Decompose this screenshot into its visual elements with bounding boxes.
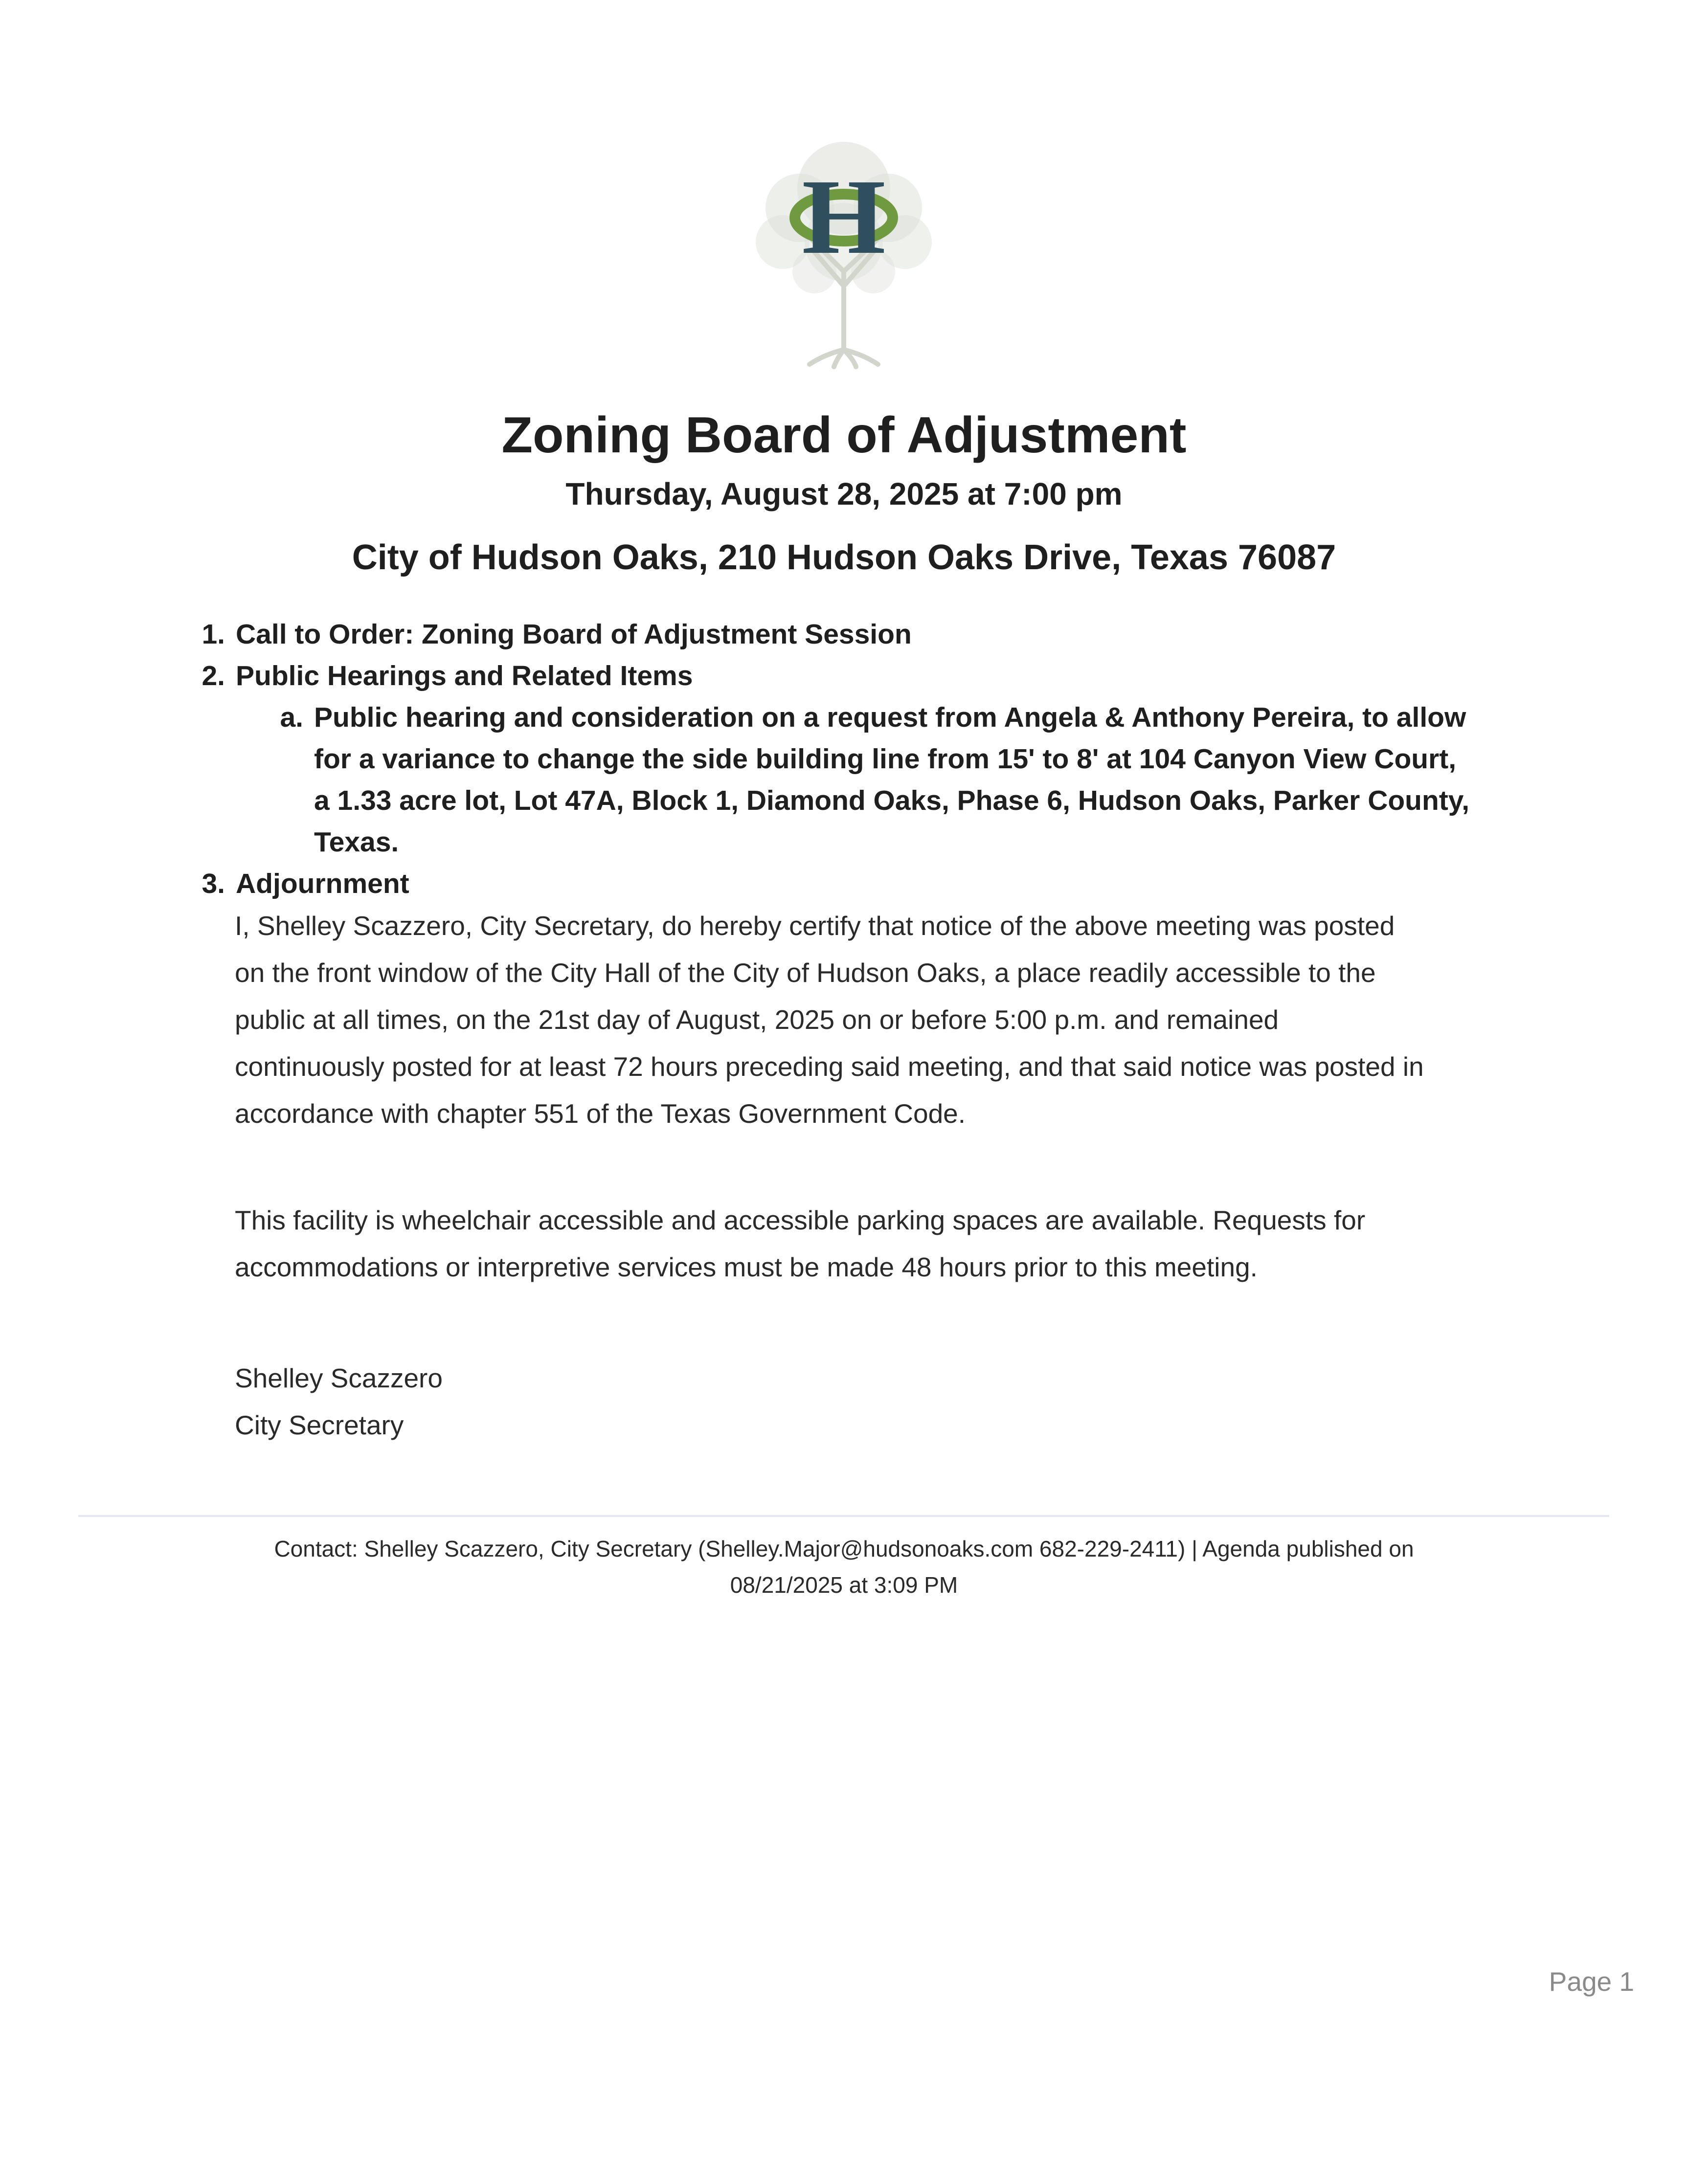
agenda-sub-item-text: [314, 697, 1469, 863]
certification-line: accordance with chapter 551 of the Texas Government Code.: [235, 1098, 966, 1129]
signature-name: Shelley Scazzero: [235, 1363, 443, 1393]
agenda-item-text: Call to Order: Zoning Board of Adjustment Session: [236, 619, 912, 650]
sub-item-line: Texas.: [314, 826, 399, 858]
sub-item-line: for a variance to change the side building line from 15' to 8' at 104 Canyon View Court,: [314, 743, 1457, 775]
agenda-item-number: 3.: [202, 868, 225, 899]
agenda-item-text: Adjournment: [236, 868, 409, 899]
sub-item-line: a 1.33 acre lot, Lot 47A, Block 1, Diamond Oaks, Phase 6, Hudson Oaks, Parker County,: [314, 785, 1470, 816]
agenda-item-number: 1.: [202, 619, 225, 650]
footer-line: Contact: Shelley Scazzero, City Secretary (Shelley.Major@hudsonoaks.com 682-229-2411) | Agenda published on: [274, 1536, 1414, 1561]
certification-paragraph: [235, 902, 1424, 1137]
footer-divider: [78, 1515, 1609, 1517]
page-number: Page 1: [1549, 1966, 1634, 1997]
letter-h-icon: H: [802, 157, 886, 276]
page-title: Zoning Board of Adjustment: [501, 407, 1187, 464]
footer-contact: [0, 1531, 1688, 1603]
hudson-oaks-logo: [736, 125, 951, 369]
signature-title: City Secretary: [235, 1410, 404, 1440]
accessibility-line: This facility is wheelchair accessible and accessible parking spaces are available. Requests for: [235, 1205, 1366, 1235]
accessibility-paragraph: [235, 1197, 1365, 1291]
certification-line: I, Shelley Scazzero, City Secretary, do hereby certify that notice of the above meeting was posted: [235, 911, 1395, 941]
meeting-location: City of Hudson Oaks, 210 Hudson Oaks Drive, Texas 76087: [352, 538, 1336, 577]
certification-line: continuously posted for at least 72 hours preceding said meeting, and that said notice was posted in: [235, 1051, 1424, 1082]
footer-line: 08/21/2025 at 3:09 PM: [730, 1572, 958, 1598]
signature-block: [235, 1355, 443, 1449]
certification-line: public at all times, on the 21st day of August, 2025 on or before 5:00 p.m. and remained: [235, 1004, 1279, 1035]
agenda-item-text: Public Hearings and Related Items: [236, 660, 693, 691]
sub-item-line: Public hearing and consideration on a request from Angela & Anthony Pereira, to allow: [314, 702, 1466, 733]
certification-line: on the front window of the City Hall of the City of Hudson Oaks, a place readily accessible to the: [235, 958, 1376, 988]
agenda-item-number: 2.: [202, 660, 225, 691]
accessibility-line: accommodations or interpretive services must be made 48 hours prior to this meeting.: [235, 1252, 1258, 1282]
agenda-sub-item-letter: a.: [280, 702, 303, 733]
meeting-date-time: Thursday, August 28, 2025 at 7:00 pm: [565, 476, 1123, 512]
